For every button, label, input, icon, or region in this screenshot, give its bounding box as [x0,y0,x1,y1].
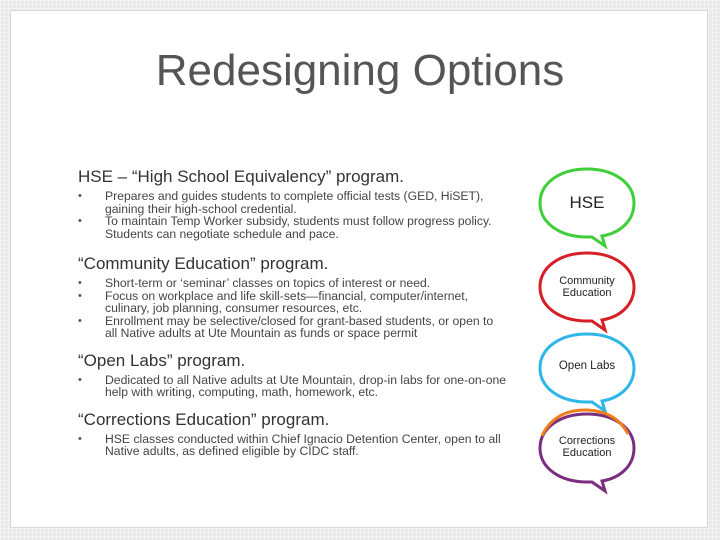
section-hse [78,167,508,240]
bullet-text: HSE classes conducted within Chief Ignacio Detention Center, open to all Native adults, as defined eligible by CIDC staff. [105,431,501,458]
section-community-education [78,254,508,340]
bullet-item [78,433,508,458]
slide-title: Redesigning Options [155,46,565,95]
section-corrections-education [78,410,508,458]
section-heading: “Corrections Education” program. [78,409,330,429]
bullet-text: Short-term or ‘seminar’ classes on topics of interest or need. [105,276,431,290]
section-open-labs [78,351,508,399]
bubble-label: Community Education [559,275,615,299]
bullet-item [78,190,508,215]
bullet-item [78,315,508,340]
bullet-icon: • [78,215,82,227]
bubble-label: Corrections Education [558,435,616,459]
bullet-list [78,433,508,458]
section-heading: “Open Labs” program. [78,350,246,370]
bullet-list [78,277,508,340]
bullet-icon: • [78,277,82,289]
bullet-icon: • [78,190,82,202]
speech-bubble-corrections-education [538,412,636,492]
bullet-icon: • [78,432,82,445]
bullet-text: Focus on workplace and life skill-sets—financial, computer/internet, culinary, job planning, consumer resources, etc. [105,288,469,315]
bullet-list [78,190,508,240]
bullet-item [78,215,508,240]
speech-bubble-open-labs [538,332,636,412]
section-heading: “Community Education” program. [78,254,329,273]
speech-bubble-hse [538,167,636,247]
speech-bubble-community-education [538,251,636,331]
bullet-icon: • [78,289,82,302]
bullet-text: Enrollment may be selective/closed for grant-based students, or open to all Native adults at Ute Mountain as funds or space permit [105,313,494,340]
bullet-list [78,374,508,399]
bubble-label: Open Labs [558,360,616,372]
section-heading: HSE – “High School Equivalency” program. [78,167,404,186]
bubble-label: HSE [569,193,605,212]
bullet-icon: • [78,373,82,386]
bullet-text: Prepares and guides students to complete official tests (GED, HiSET), gaining their high-school credential. [105,189,484,216]
bullet-icon: • [78,314,82,327]
bullet-text: To maintain Temp Worker subsidy, students must follow progress policy. Students can negotiate schedule and pace. [105,214,492,241]
slide-content [78,167,508,469]
bullet-item [78,290,508,315]
bullet-text: Dedicated to all Native adults at Ute Mountain, drop-in labs for one-on-one help with writing, computing, math, homework, etc. [105,372,507,399]
bullet-item [78,374,508,399]
